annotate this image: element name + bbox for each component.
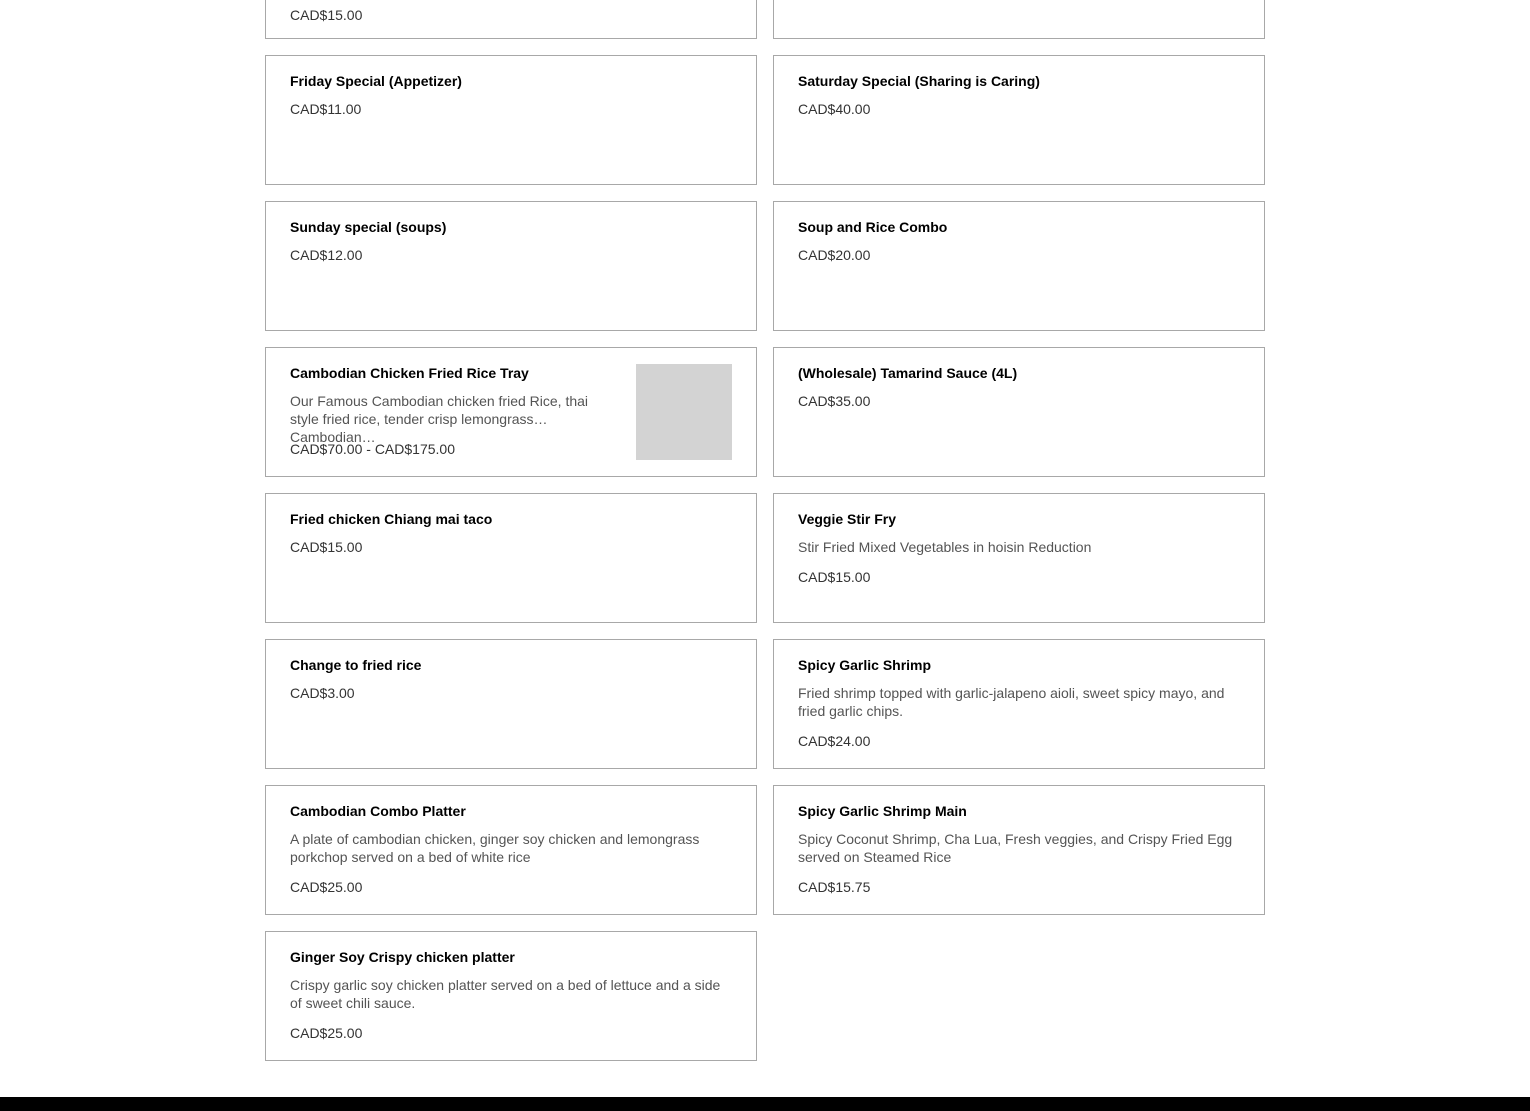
menu-item-description: Crispy garlic soy chicken platter served on a bed of lettuce and a side of sweet chili sauce. bbox=[290, 977, 721, 1011]
menu-item-title: (Wholesale) Tamarind Sauce (4L) bbox=[798, 365, 1018, 381]
menu-item-card[interactable] bbox=[265, 639, 757, 769]
menu-item-title: Saturday Special (Sharing is Caring) bbox=[798, 73, 1040, 89]
menu-item-price: CAD$15.00 bbox=[290, 539, 363, 555]
menu-item-info bbox=[290, 802, 732, 900]
menu-item-price: CAD$12.00 bbox=[290, 247, 363, 263]
menu-item-info bbox=[290, 656, 732, 754]
menu-item-title: Cambodian Chicken Fried Rice Tray bbox=[290, 365, 529, 381]
menu-item-info bbox=[798, 510, 1240, 608]
menu-item-info bbox=[798, 802, 1240, 900]
menu-item-info bbox=[798, 0, 1240, 24]
menu-item-grid bbox=[265, 0, 1265, 1061]
menu-item-price: CAD$11.00 bbox=[290, 101, 362, 117]
menu-item-title: Sunday special (soups) bbox=[290, 219, 447, 235]
menu-item-title: Change to fried rice bbox=[290, 657, 422, 673]
menu-item-title: Cambodian Combo Platter bbox=[290, 803, 466, 819]
menu-item-price: CAD$35.00 bbox=[798, 393, 871, 409]
menu-item-info bbox=[290, 948, 732, 1046]
menu-item-card[interactable] bbox=[773, 493, 1265, 623]
menu-item-card[interactable] bbox=[773, 639, 1265, 769]
menu-item-info bbox=[798, 218, 1240, 316]
menu-item-info bbox=[290, 0, 732, 24]
menu-item-description: Fried shrimp topped with garlic-jalapeno aioli, sweet spicy mayo, and fried garlic chips. bbox=[798, 685, 1225, 719]
menu-item-card[interactable] bbox=[265, 201, 757, 331]
menu-item-title: Ginger Soy Crispy chicken platter bbox=[290, 949, 515, 965]
menu-item-info bbox=[798, 72, 1240, 170]
menu-item-description: Spicy Coconut Shrimp, Cha Lua, Fresh veggies, and Crispy Fried Egg served on Steamed Rice bbox=[798, 831, 1233, 865]
menu-item-price: CAD$25.00 bbox=[290, 879, 363, 895]
menu-item-card[interactable] bbox=[265, 493, 757, 623]
footer-bar bbox=[0, 1097, 1530, 1111]
menu-item-info bbox=[798, 364, 1240, 462]
menu-item-card[interactable] bbox=[773, 347, 1265, 477]
menu-item-title: Veggie Stir Fry bbox=[798, 511, 897, 527]
menu-item-info bbox=[798, 656, 1240, 754]
menu-item-price: CAD$15.00 bbox=[798, 569, 871, 585]
menu-item-info bbox=[290, 510, 732, 608]
menu-item-description: A plate of cambodian chicken, ginger soy chicken and lemongrass porkchop served on a bed of white rice bbox=[290, 831, 700, 865]
menu-item-card[interactable] bbox=[265, 931, 757, 1061]
menu-item-card[interactable] bbox=[773, 55, 1265, 185]
menu-item-card[interactable] bbox=[265, 785, 757, 915]
menu-item-price: CAD$25.00 bbox=[290, 1025, 363, 1041]
menu-item-price: CAD$15.75 bbox=[798, 879, 871, 895]
menu-item-description: Our Famous Cambodian chicken fried Rice, thai style fried rice, tender crisp lemongrass Cambodian… bbox=[290, 393, 589, 445]
menu-item-image-placeholder bbox=[636, 364, 732, 460]
menu-item-price: CAD$70.00 - CAD$175.00 bbox=[290, 441, 455, 457]
menu-item-title: Spicy Garlic Shrimp bbox=[798, 657, 932, 673]
menu-item-title: Fried chicken Chiang mai taco bbox=[290, 511, 493, 527]
menu-item-price: CAD$40.00 bbox=[798, 101, 871, 117]
menu-item-card[interactable] bbox=[265, 55, 757, 185]
menu-item-price: CAD$15.00 bbox=[290, 7, 363, 23]
menu-item-card[interactable] bbox=[773, 0, 1265, 39]
menu-item-price: CAD$20.00 bbox=[798, 247, 871, 263]
menu-item-card[interactable] bbox=[773, 201, 1265, 331]
menu-item-price: CAD$3.00 bbox=[290, 685, 355, 701]
menu-item-title: Spicy Garlic Shrimp Main bbox=[798, 803, 967, 819]
menu-item-info bbox=[290, 364, 618, 462]
menu-item-title: Friday Special (Appetizer) bbox=[290, 73, 462, 89]
menu-item-info bbox=[290, 72, 732, 170]
menu-item-description: Stir Fried Mixed Vegetables in hoisin Reduction bbox=[798, 539, 1092, 555]
menu-item-info bbox=[290, 218, 732, 316]
menu-item-card[interactable] bbox=[265, 0, 757, 39]
menu-item-price: CAD$24.00 bbox=[798, 733, 871, 749]
menu-item-card[interactable] bbox=[773, 785, 1265, 915]
menu-item-title: Soup and Rice Combo bbox=[798, 219, 948, 235]
menu-item-card[interactable] bbox=[265, 347, 757, 477]
